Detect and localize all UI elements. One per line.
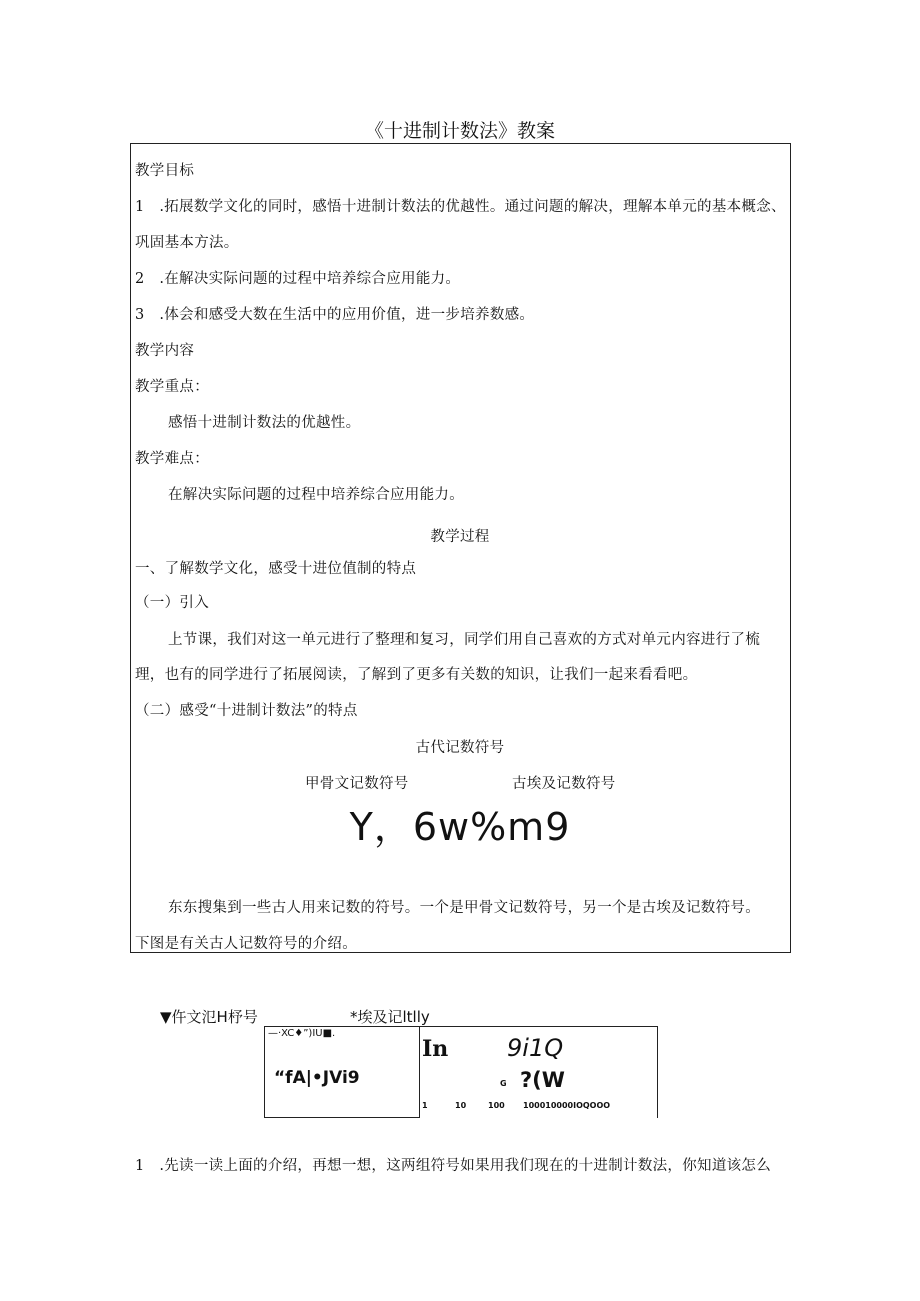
value-1: 1 — [422, 1101, 428, 1110]
egyptian-symbol-w: ?(W — [520, 1068, 565, 1092]
figure-top-border — [420, 1026, 658, 1027]
value-10: 10 — [455, 1101, 467, 1110]
figure-caption-left: ▼仵文氾H杼号 — [160, 1008, 258, 1026]
objectives-heading: 教学目标 — [135, 163, 195, 179]
process-heading: 教学过程 — [430, 529, 490, 545]
objective-3: 3 .体会和感受大数在生活中的应用价值，进一步培养数感。 — [135, 307, 535, 323]
figure-right-border — [657, 1026, 658, 1118]
collection-para-line-1: 东东搜集到一些古人用来记数的符号。一个是甲骨文记数符号，另一个是古埃及记数符号。 — [168, 900, 760, 916]
collection-para-line-2: 下图是有关古人记数符号的介绍。 — [135, 936, 357, 952]
ancient-symbols-title: 古代记数符号 — [415, 740, 505, 756]
figure-caption-right: *埃及记ltlly — [350, 1008, 430, 1026]
egyptian-symbol-g: G — [500, 1079, 507, 1088]
subsection-intro: （一）引入 — [135, 595, 209, 611]
content-heading: 教学内容 — [135, 343, 195, 359]
key-point-text: 感悟十进制计数法的优越性。 — [168, 415, 361, 431]
intro-para-line-2: 理，也有的同学进行了拓展阅读，了解到了更多有关数的知识，让我们一起来看看吧。 — [135, 667, 698, 683]
value-large: 100010000IOQOOO — [523, 1101, 611, 1110]
intro-para-line-1: 上节课，我们对这一单元进行了整理和复习，同学们用自己喜欢的方式对单元内容进行了梳 — [168, 632, 760, 648]
difficult-point-text: 在解决实际问题的过程中培养综合应用能力。 — [168, 487, 464, 503]
symbols-figure — [264, 1026, 658, 1118]
oracle-panel-top-text: —·XC♦”)IU■. — [268, 1028, 336, 1039]
egyptian-symbol-9i1q: 9i1Q — [507, 1034, 564, 1062]
subsection-feature: （二）感受“十进制计数法”的特点 — [135, 703, 358, 719]
ancient-glyphs: Y，6w%m9 — [349, 805, 571, 849]
page-title: 《十进制计数法》教案 — [364, 120, 555, 142]
objective-2: 2 .在解决实际问题的过程中培养综合应用能力。 — [135, 271, 461, 287]
question-1: 1 .先读一读上面的介绍，再想一想，这两组符号如果用我们现在的十进制计数法，你知道该怎么 — [135, 1158, 772, 1174]
egyptian-symbol-in: In — [422, 1036, 449, 1062]
objective-1-line-2: 巩固基本方法。 — [135, 235, 239, 251]
difficult-point-label: 教学难点： — [135, 451, 209, 467]
objective-1-line-1: 1 .拓展数学文化的同时，感悟十进制计数法的优越性。通过问题的解决，理解本单元的基本概念、 — [135, 199, 786, 215]
section-1-heading: 一、了解数学文化，感受十进位值制的特点 — [135, 561, 417, 577]
value-100: 100 — [488, 1101, 505, 1110]
egyptian-label: 古埃及记数符号 — [512, 776, 616, 792]
oracle-panel-main-text: “fA|•JVi9 — [274, 1068, 360, 1088]
key-point-label: 教学重点： — [135, 379, 209, 395]
oracle-bone-label: 甲骨文记数符号 — [305, 776, 409, 792]
